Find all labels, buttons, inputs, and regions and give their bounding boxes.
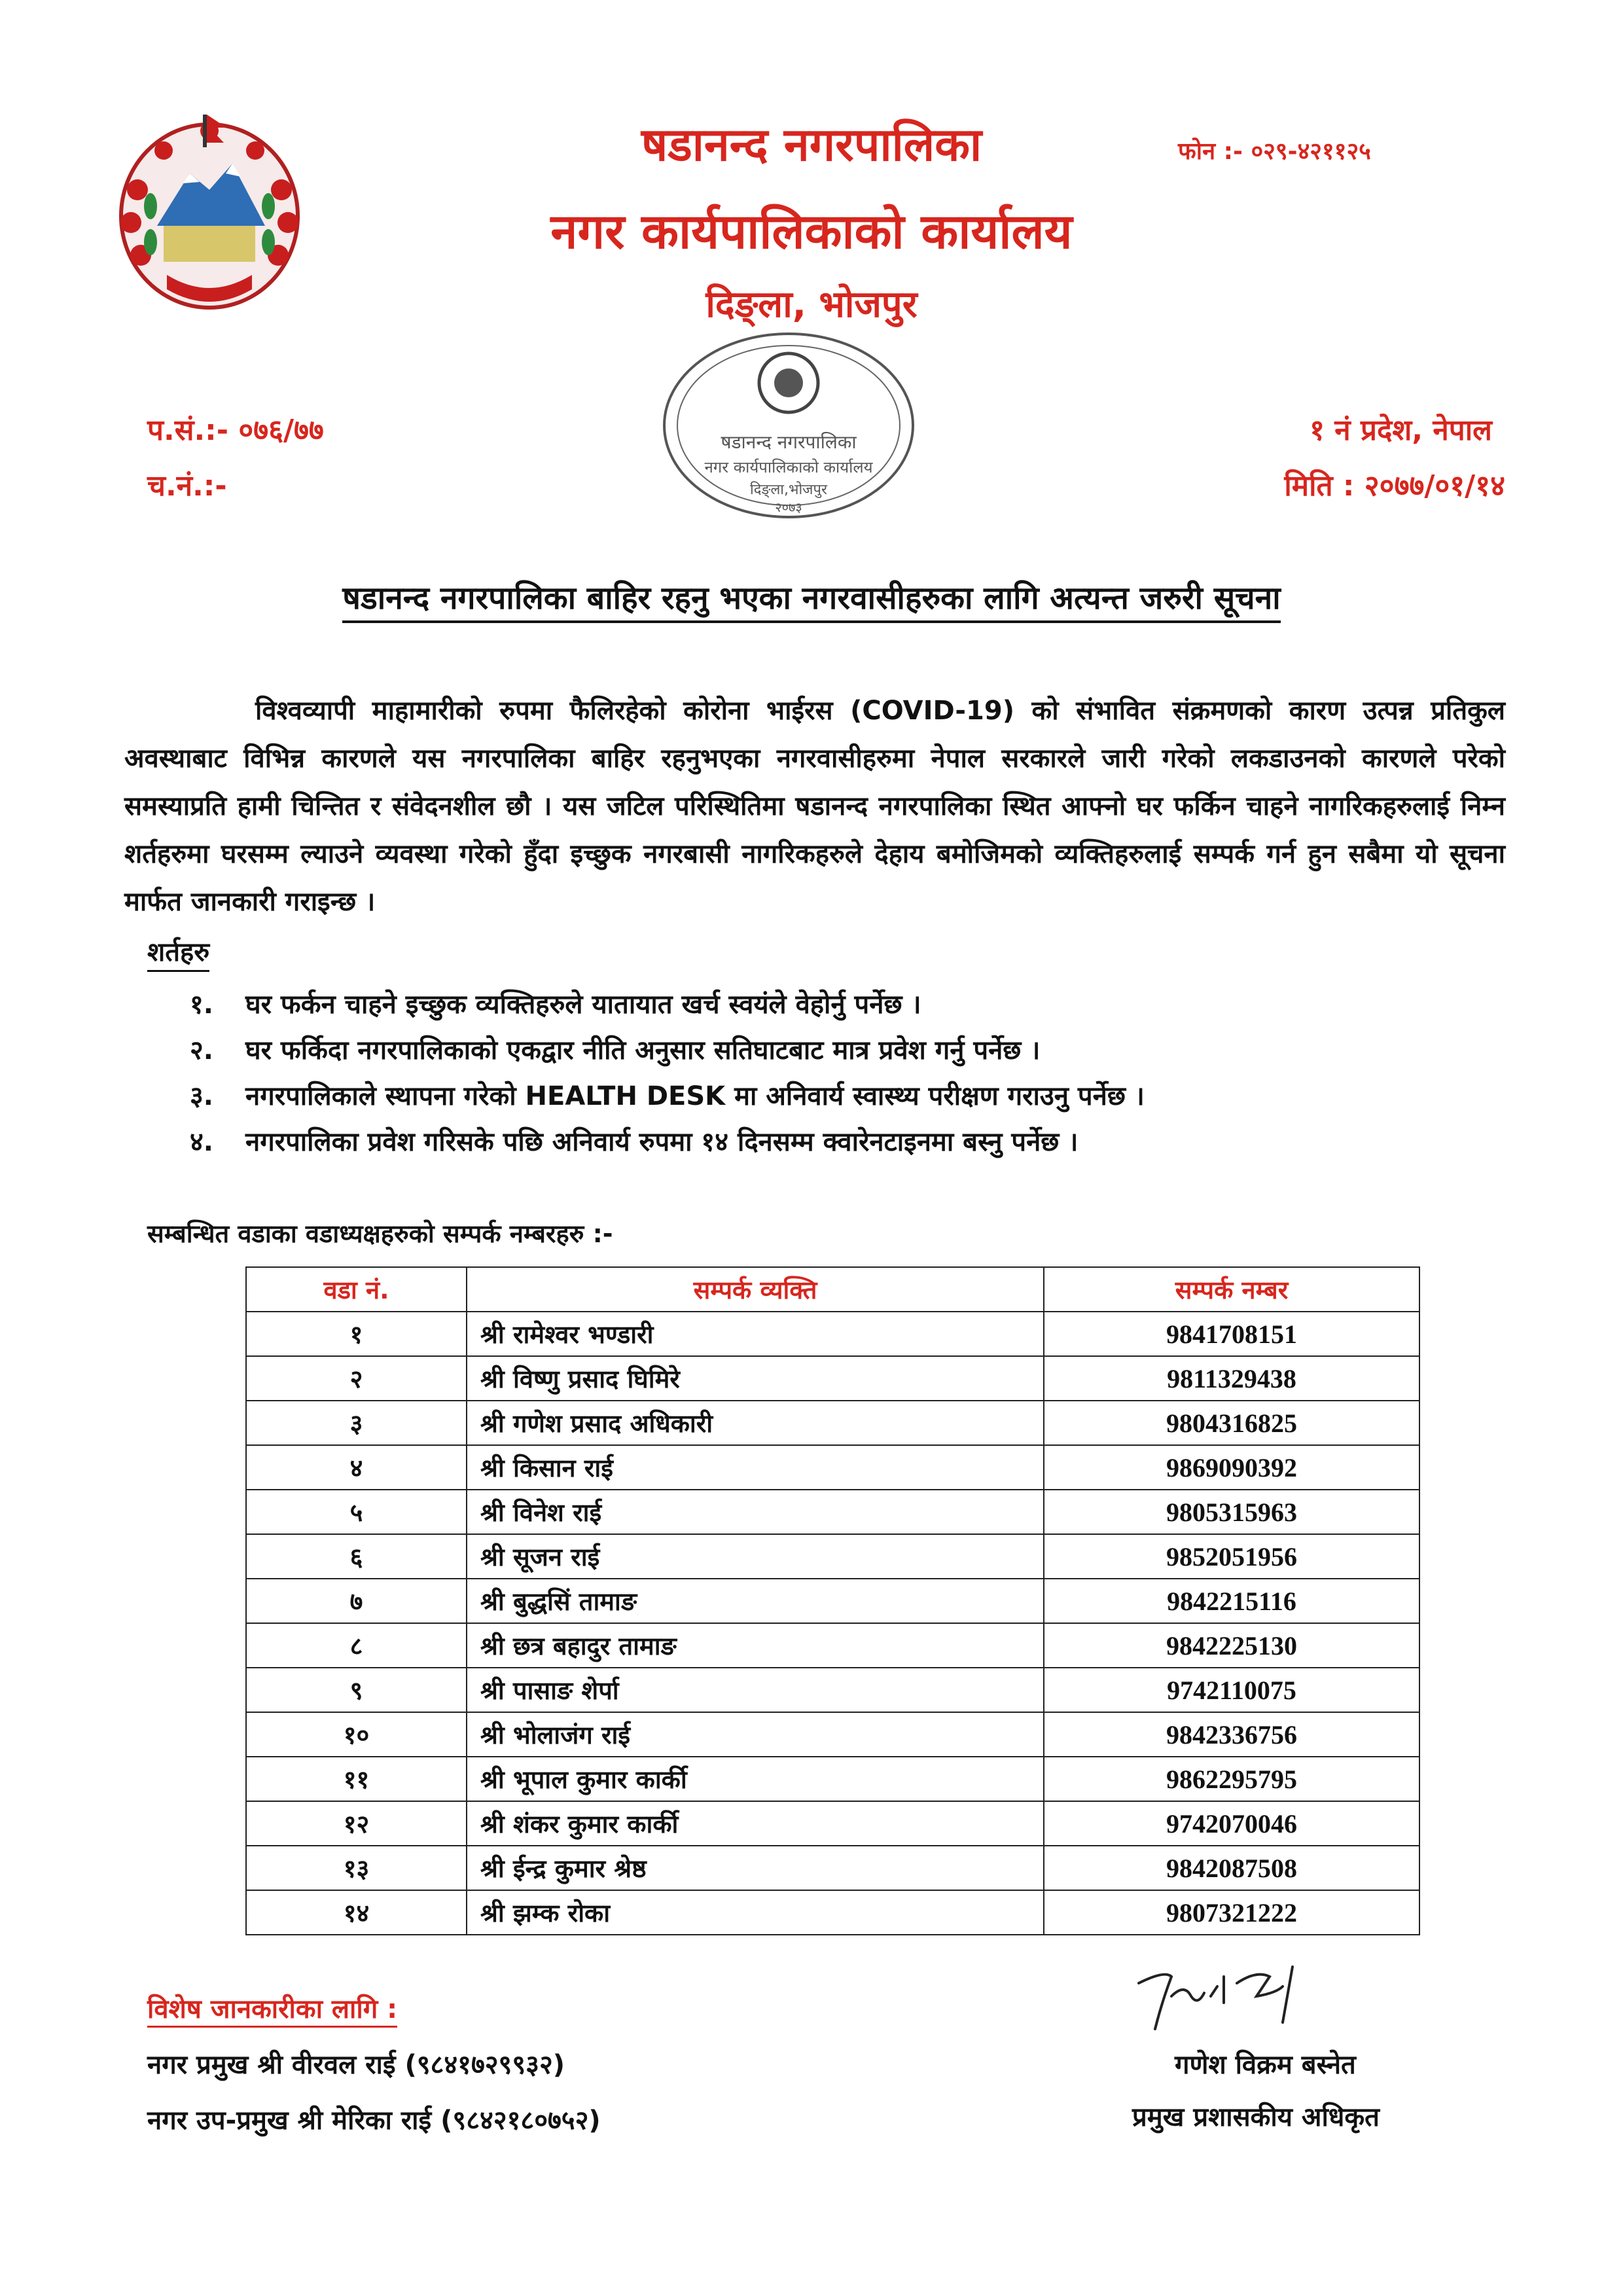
signature <box>1126 1957 1322 2036</box>
notice-subject: षडानन्द नगरपालिका बाहिर रहनु भएका नगरवासीहरुका लागि अत्यन्त जरुरी सूचना <box>0 576 1623 619</box>
date-label: मिति : २०७७/०१/१४ <box>1284 469 1505 503</box>
table-row <box>246 1801 1419 1846</box>
number-cell: 9742070046 <box>1044 1801 1419 1846</box>
column-header-person: सम्पर्क व्यक्ति <box>467 1267 1044 1312</box>
name-cell: श्री विनेश राई <box>467 1490 1044 1534</box>
name-cell: श्री बुद्धसिं तामाङ <box>467 1579 1044 1623</box>
condition-item: ३. नगरपालिकाले स्थापना गरेको HEALTH DESK मा अनिवार्य स्वास्थ्य परीक्षण गराउनु पर्नेछ । <box>190 1081 1145 1111</box>
name-cell: श्री भोलाजंग राई <box>467 1712 1044 1757</box>
ward-cell: ७ <box>246 1579 467 1623</box>
mayor-contact: नगर प्रमुख श्री वीरवल राई (९८४१७२९९३२) <box>147 2050 565 2080</box>
ward-cell: २ <box>246 1356 467 1401</box>
column-header-ward: वडा नं. <box>246 1267 467 1312</box>
number-cell: 9842225130 <box>1044 1623 1419 1668</box>
table-row <box>246 1312 1419 1356</box>
ward-cell: १२ <box>246 1801 467 1846</box>
number-cell: 9841708151 <box>1044 1312 1419 1356</box>
number-cell: 9811329438 <box>1044 1356 1419 1401</box>
table-row <box>246 1579 1419 1623</box>
ward-cell: ८ <box>246 1623 467 1668</box>
name-cell: श्री रामेश्वर भण्डारी <box>467 1312 1044 1356</box>
condition-item: २. घर फर्किदा नगरपालिकाको एकद्वार नीति अनुसार सतिघाटबाट मात्र प्रवेश गर्नु पर्नेछ । <box>190 1035 1041 1066</box>
table-row <box>246 1534 1419 1579</box>
contacts-table <box>245 1266 1420 1935</box>
table-row <box>246 1401 1419 1445</box>
table-row <box>246 1445 1419 1490</box>
reference-number: प.सं.:- ०७६/७७ <box>147 414 324 447</box>
table-header-row <box>246 1267 1419 1312</box>
svg-text:दिङ्ला,भोजपुर: दिङ्ला,भोजपुर <box>750 482 827 498</box>
svg-text:२०७३: २०७३ <box>775 499 802 515</box>
province-label: १ नं प्रदेश, नेपाल <box>1310 414 1492 447</box>
name-cell: श्री विष्णु प्रसाद घिमिरे <box>467 1356 1044 1401</box>
condition-item: १. घर फर्कन चाहने इच्छुक व्यक्तिहरुले यातायात खर्च स्वयंले वेहोर्नु पर्नेछ । <box>190 990 921 1020</box>
name-cell: श्री सूजन राई <box>467 1534 1044 1579</box>
number-cell: 9842336756 <box>1044 1712 1419 1757</box>
signatory-name: गणेश विक्रम बस्नेत <box>1175 2050 1356 2080</box>
table-row <box>246 1356 1419 1401</box>
number-cell: 9742110075 <box>1044 1668 1419 1712</box>
ward-cell: १३ <box>246 1846 467 1890</box>
ward-cell: १ <box>246 1312 467 1356</box>
signatory-title: प्रमुख प्रशासकीय अधिकृत <box>1132 2102 1380 2132</box>
number-cell: 9807321222 <box>1044 1890 1419 1935</box>
table-row <box>246 1668 1419 1712</box>
contacts-title: सम्बन्धित वडाका वडाध्यक्षहरुको सम्पर्क नम्बरहरु :- <box>147 1219 613 1248</box>
dispatch-number: च.नं.:- <box>147 469 227 503</box>
number-cell: 9842087508 <box>1044 1846 1419 1890</box>
number-cell: 9862295795 <box>1044 1757 1419 1801</box>
ward-cell: ९ <box>246 1668 467 1712</box>
ward-cell: ११ <box>246 1757 467 1801</box>
table-row <box>246 1757 1419 1801</box>
ward-cell: ४ <box>246 1445 467 1490</box>
column-header-number: सम्पर्क नम्बर <box>1044 1267 1419 1312</box>
table-row <box>246 1846 1419 1890</box>
name-cell: श्री पासाङ शेर्पा <box>467 1668 1044 1712</box>
conditions-title: शर्तहरु <box>147 933 209 972</box>
number-cell: 9842215116 <box>1044 1579 1419 1623</box>
deputy-mayor-contact: नगर उप-प्रमुख श्री मेरिका राई (९८४२१८०७५२) <box>147 2106 601 2136</box>
location-title: दिङ्ला, भोजपुर <box>705 283 918 326</box>
name-cell: श्री किसान राई <box>467 1445 1044 1490</box>
number-cell: 9852051956 <box>1044 1534 1419 1579</box>
name-cell: श्री झम्क रोका <box>467 1890 1044 1935</box>
ward-cell: १० <box>246 1712 467 1757</box>
condition-item: ४. नगरपालिका प्रवेश गरिसके पछि अनिवार्य रुपमा १४ दिनसम्म क्वारेनटाइनमा बस्नु पर्नेछ । <box>190 1127 1079 1157</box>
name-cell: श्री शंकर कुमार कार्की <box>467 1801 1044 1846</box>
table-row <box>246 1623 1419 1668</box>
svg-text:षडानन्द नगरपालिका: षडानन्द नगरपालिका <box>721 431 857 453</box>
table-row <box>246 1490 1419 1534</box>
name-cell: श्री ईन्द्र कुमार श्रेष्ठ <box>467 1846 1044 1890</box>
number-cell: 9869090392 <box>1044 1445 1419 1490</box>
special-info-title: विशेष जानकारीका लागि : <box>147 1990 397 2028</box>
name-cell: श्री छत्र बहादुर तामाङ <box>467 1623 1044 1668</box>
office-title: नगर कार्यपालिकाको कार्यालय <box>550 204 1073 260</box>
number-cell: 9804316825 <box>1044 1401 1419 1445</box>
table-row <box>246 1712 1419 1757</box>
ward-cell: १४ <box>246 1890 467 1935</box>
ward-cell: ६ <box>246 1534 467 1579</box>
notice-body: विश्वव्यापी माहामारीको रुपमा फैलिरहेको कोरोना भाईरस (COVID-19) को संभावित संक्रमणको कारण उत्पन्न प्रतिकुल अवस्थाबाट विभिन्न कारणले यस नगरपालिका बाहिर रहनुभएका नगरवासीहरुमा नेपाल सरकारले जारी गरेको लकडाउनको कारणले परेको समस्याप्रति हामी चिन्तित र संवेदनशील छौ । यस जटिल परिस्थितिमा षडानन्द नगरपालिका स्थित आफ्नो घर फर्किन चाहने नागरिकहरुलाई निम्न शर्तहरुमा घरसम्म ल्याउने व्यवस्था गरेको हुँदा इच्छुक नगरबासी नागरिकहरुले देहाय बमोजिमको व्यक्तिहरुलाई सम्पर्क गर्न हुन सबैमा यो सूचना मार्फत जानकारी गराइन्छ । <box>124 696 1505 917</box>
municipality-title: षडानन्द नगरपालिका <box>641 118 982 171</box>
ward-cell: ३ <box>246 1401 467 1445</box>
name-cell: श्री गणेश प्रसाद अधिकारी <box>467 1401 1044 1445</box>
ward-cell: ५ <box>246 1490 467 1534</box>
phone-number: फोन :- ०२९-४२११२५ <box>1178 138 1371 165</box>
official-stamp <box>658 327 919 524</box>
svg-text:नगर कार्यपालिकाको कार्यालय: नगर कार्यपालिकाको कार्यालय <box>704 458 873 476</box>
name-cell: श्री भूपाल कुमार कार्की <box>467 1757 1044 1801</box>
table-row <box>246 1890 1419 1935</box>
number-cell: 9805315963 <box>1044 1490 1419 1534</box>
